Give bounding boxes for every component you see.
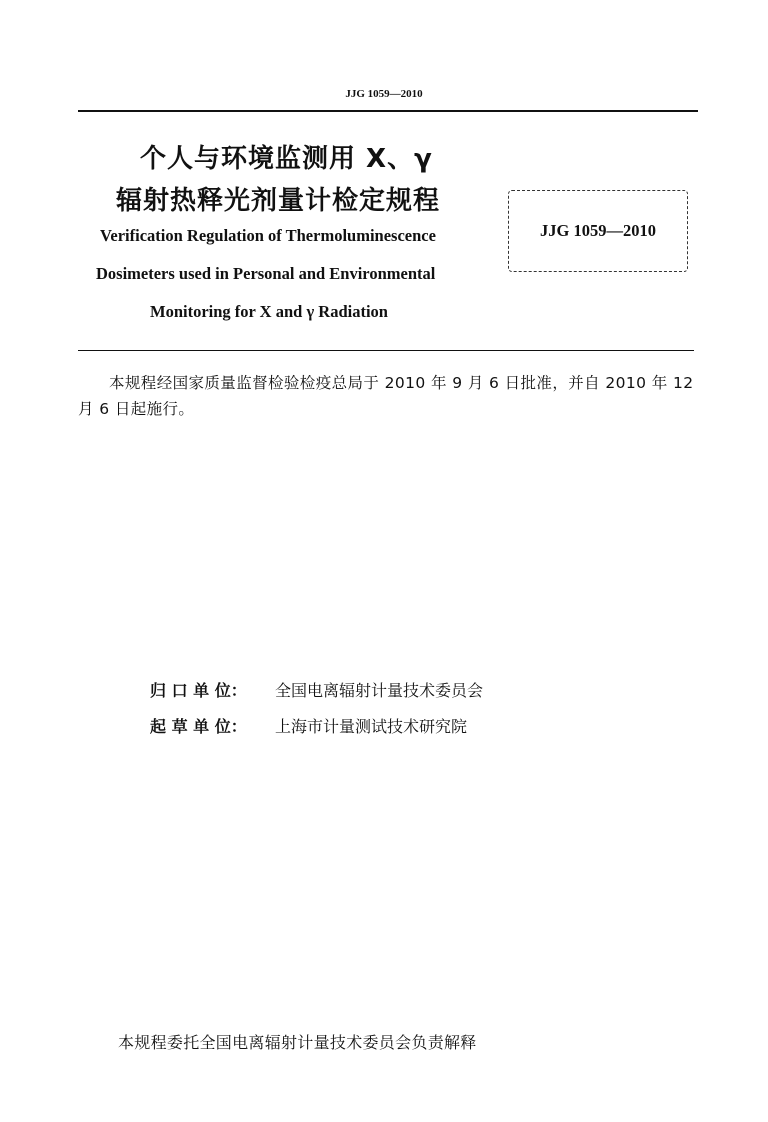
- header-standard-code: JJG 1059—2010: [345, 88, 423, 100]
- title-english-line-3: Monitoring for X and γ Radiation: [150, 302, 388, 321]
- title-english-line-1: Verification Regulation of Thermoluminescence: [100, 226, 436, 245]
- responsible-unit-label: 归 口 单 位：: [150, 681, 247, 700]
- header-rule: [78, 110, 698, 112]
- drafting-unit-label: 起 草 单 位：: [150, 717, 247, 736]
- standard-code-box-text: JJG 1059—2010: [540, 221, 656, 240]
- title-chinese-line-1: 个人与环境监测用 X、γ: [140, 144, 433, 174]
- responsible-unit-row: [150, 678, 483, 701]
- responsible-unit-value: 全国电离辐射计量技术委员会: [275, 681, 484, 700]
- drafting-unit-row: [150, 714, 467, 737]
- drafting-unit-value: 上海市计量测试技术研究院: [275, 717, 468, 736]
- title-divider-rule: [78, 350, 694, 351]
- title-chinese-line-2: 辐射热释光剂量计检定规程: [116, 186, 441, 216]
- interpretation-note: 本规程委托全国电离辐射计量技术委员会负责解释: [118, 1033, 477, 1052]
- standard-code-box: [508, 190, 688, 272]
- title-english-line-2: Dosimeters used in Personal and Environmental: [96, 264, 436, 283]
- approval-statement: 本规程经国家质量监督检验检疫总局于 2010 年 9 月 6 日批准，并自 2010 年 12 月 6 日起施行。: [78, 374, 694, 418]
